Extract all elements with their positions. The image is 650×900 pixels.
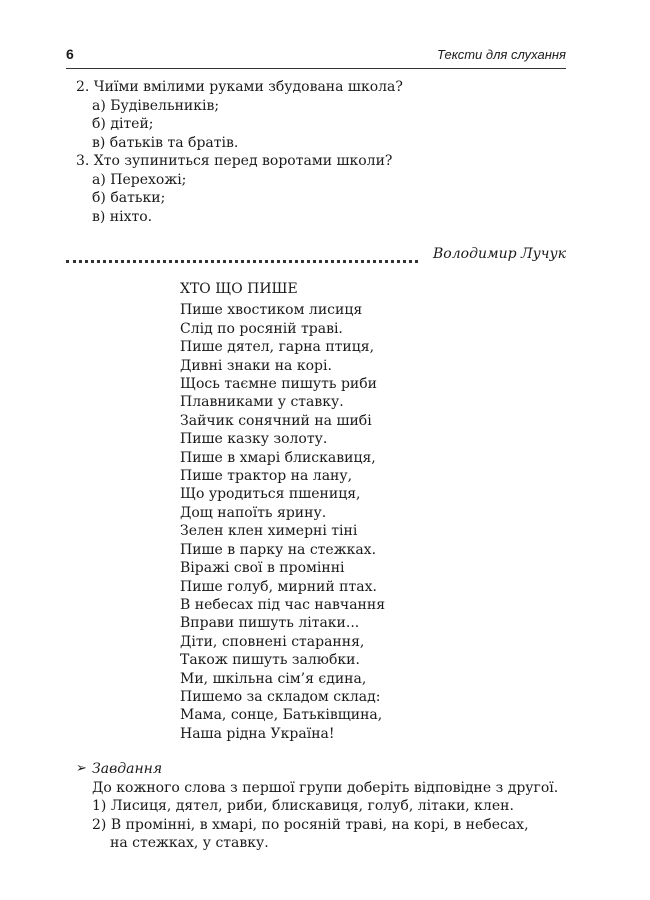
item-number: 2): [92, 816, 111, 833]
poem-line: Пише голуб, мирний птах.: [180, 578, 377, 595]
running-title: Тексти для слухання: [437, 47, 566, 62]
task-item-2: [76, 816, 566, 835]
poem-title: ХТО ЩО ПИШЕ: [180, 281, 298, 297]
item-text: Лисиця, дятел, риби, блискавиця, голуб, літаки, клен.: [110, 798, 514, 814]
poem-line: Пише хвостиком лисиця: [180, 302, 363, 319]
task-instruction: До кожного слова з першої групи доберіть відповідне з другої.: [92, 779, 559, 796]
poem-line: Слід по росяній траві.: [180, 320, 343, 337]
poem-line: Вправи пишуть літаки...: [180, 615, 360, 632]
poem-line: Дощ напоїть ярину.: [180, 504, 327, 521]
poem-line: Щось таємне пишуть риби: [180, 376, 377, 393]
poem-line: Діти, сповнені старання,: [180, 633, 365, 650]
poem-line: Також пишуть залюбки.: [180, 652, 360, 669]
questions-section: [76, 78, 576, 226]
answer-option: б) батьки;: [92, 190, 166, 206]
poem-line: Зайчик сонячний на шибі: [180, 412, 372, 429]
item-text: В промінні, в хмарі, по росяній траві, на корі, в небесах,: [110, 816, 529, 833]
poem-line: Пише трактор на лану,: [180, 468, 353, 485]
poem-line: Віражі свої в промінні: [180, 560, 345, 577]
answer-option: а) Будівельників;: [92, 97, 220, 114]
author-line: [66, 246, 566, 266]
task-section: [76, 760, 566, 853]
task-item-1: [76, 797, 566, 816]
item-number: 1): [92, 798, 111, 814]
answer-option: в) батьків та братів.: [92, 134, 239, 151]
task-title: Завдання: [92, 761, 163, 777]
answer-option: а) Перехожі;: [92, 171, 187, 188]
task-item-2-continuation: на стежках, у ставку.: [110, 835, 269, 851]
poem-line: Дивні знаки на корі.: [180, 357, 332, 374]
page-header: [66, 46, 566, 69]
poem-line: Наша рідна Україна!: [180, 725, 335, 742]
question-3: [76, 152, 576, 226]
poem-line: Пише казку золоту.: [180, 431, 328, 448]
poem-line: Плавниками у ставку.: [180, 394, 344, 411]
question-2: [76, 78, 576, 152]
poem-line: Зелен клен химерні тіні: [180, 523, 358, 540]
poem-line: Ми, шкільна сім’я єдина,: [180, 670, 367, 687]
poem-line: Пишемо за складом склад:: [180, 688, 381, 705]
poem-line: Що уродиться пшениця,: [180, 486, 361, 503]
question-text: 2. Чиїми вмілими руками збудована школа?: [76, 79, 403, 95]
poem: [180, 280, 440, 743]
poem-line: Пише в парку на стежках.: [180, 541, 377, 558]
answer-option: б) дітей;: [92, 116, 154, 132]
dotted-separator: [66, 260, 418, 263]
poem-line: Пише дятел, гарна птиця,: [180, 339, 375, 356]
question-text: 3. Хто зупиниться перед воротами школи?: [76, 153, 393, 169]
poem-line: Мама, сонце, Батьківщина,: [180, 707, 383, 724]
task-heading: [76, 760, 566, 779]
poem-line: Пише в хмарі блискавиця,: [180, 449, 376, 466]
poem-line: В небесах під час навчання: [180, 596, 386, 613]
answer-option: в) ніхто.: [92, 208, 153, 225]
page-number: 6: [66, 46, 74, 62]
author-name: Володимир Лучук: [433, 246, 566, 262]
arrow-bullet-icon: ➢: [76, 761, 87, 776]
